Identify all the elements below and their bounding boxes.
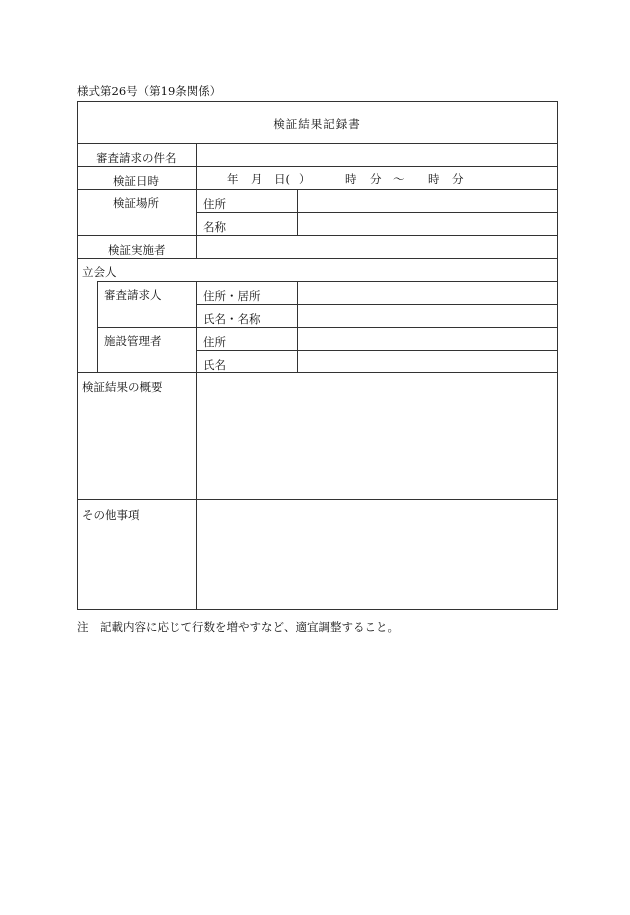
requester-address-label: 住所・居所 [203, 289, 261, 303]
row-divider [77, 499, 558, 500]
label-column-divider [196, 143, 197, 258]
manager-address-label: 住所 [203, 335, 226, 349]
requester-sub-divider [197, 304, 558, 305]
subfield-divider [297, 281, 298, 372]
place-sub-divider [197, 212, 558, 213]
attendee-divider [97, 327, 558, 328]
conductor-label: 検証実施者 [108, 243, 166, 257]
subfield-divider [297, 189, 298, 235]
form-title: 検証結果記録書 [273, 117, 361, 131]
label-column-divider [196, 281, 197, 609]
table-border-right [557, 101, 558, 610]
table-border-bottom [77, 609, 558, 610]
minute-unit-end: 分 [452, 172, 464, 186]
minute-unit-start: 分 [370, 172, 382, 186]
hour-unit-end: 時 [428, 172, 440, 186]
subject-label: 審査請求の件名 [96, 151, 177, 165]
form-number: 様式第26号（第19条関係） [77, 84, 222, 98]
row-divider [77, 372, 558, 373]
row-divider [77, 189, 558, 190]
requester-name-label: 氏名・名称 [203, 312, 261, 326]
attendee-label: 立会人 [82, 265, 117, 279]
attendee-indent-divider [97, 281, 98, 372]
place-label: 検証場所 [113, 196, 159, 210]
attendee-divider [97, 281, 558, 282]
paren-close: ） [299, 172, 311, 186]
manager-label: 施設管理者 [104, 334, 162, 348]
range-tilde: 〜 [393, 172, 405, 186]
row-divider [77, 166, 558, 167]
month-unit: 月 [251, 172, 263, 186]
place-address-label: 住所 [203, 197, 226, 211]
footnote: 注 記載内容に応じて行数を増やすなど、適宜調整すること。 [77, 620, 399, 634]
year-unit: 年 [227, 172, 239, 186]
other-matters-label: その他事項 [82, 508, 140, 522]
place-name-label: 名称 [203, 220, 226, 234]
day-unit: 日( [274, 172, 290, 186]
row-divider [77, 143, 558, 144]
table-border-top [77, 101, 558, 102]
manager-name-label: 氏名 [203, 358, 226, 372]
hour-unit-start: 時 [345, 172, 357, 186]
requester-label: 審査請求人 [104, 288, 162, 302]
manager-sub-divider [197, 350, 558, 351]
table-border-left [77, 101, 78, 610]
row-divider [77, 258, 558, 259]
summary-label: 検証結果の概要 [82, 380, 163, 394]
row-divider [77, 235, 558, 236]
datetime-label: 検証日時 [113, 174, 159, 188]
